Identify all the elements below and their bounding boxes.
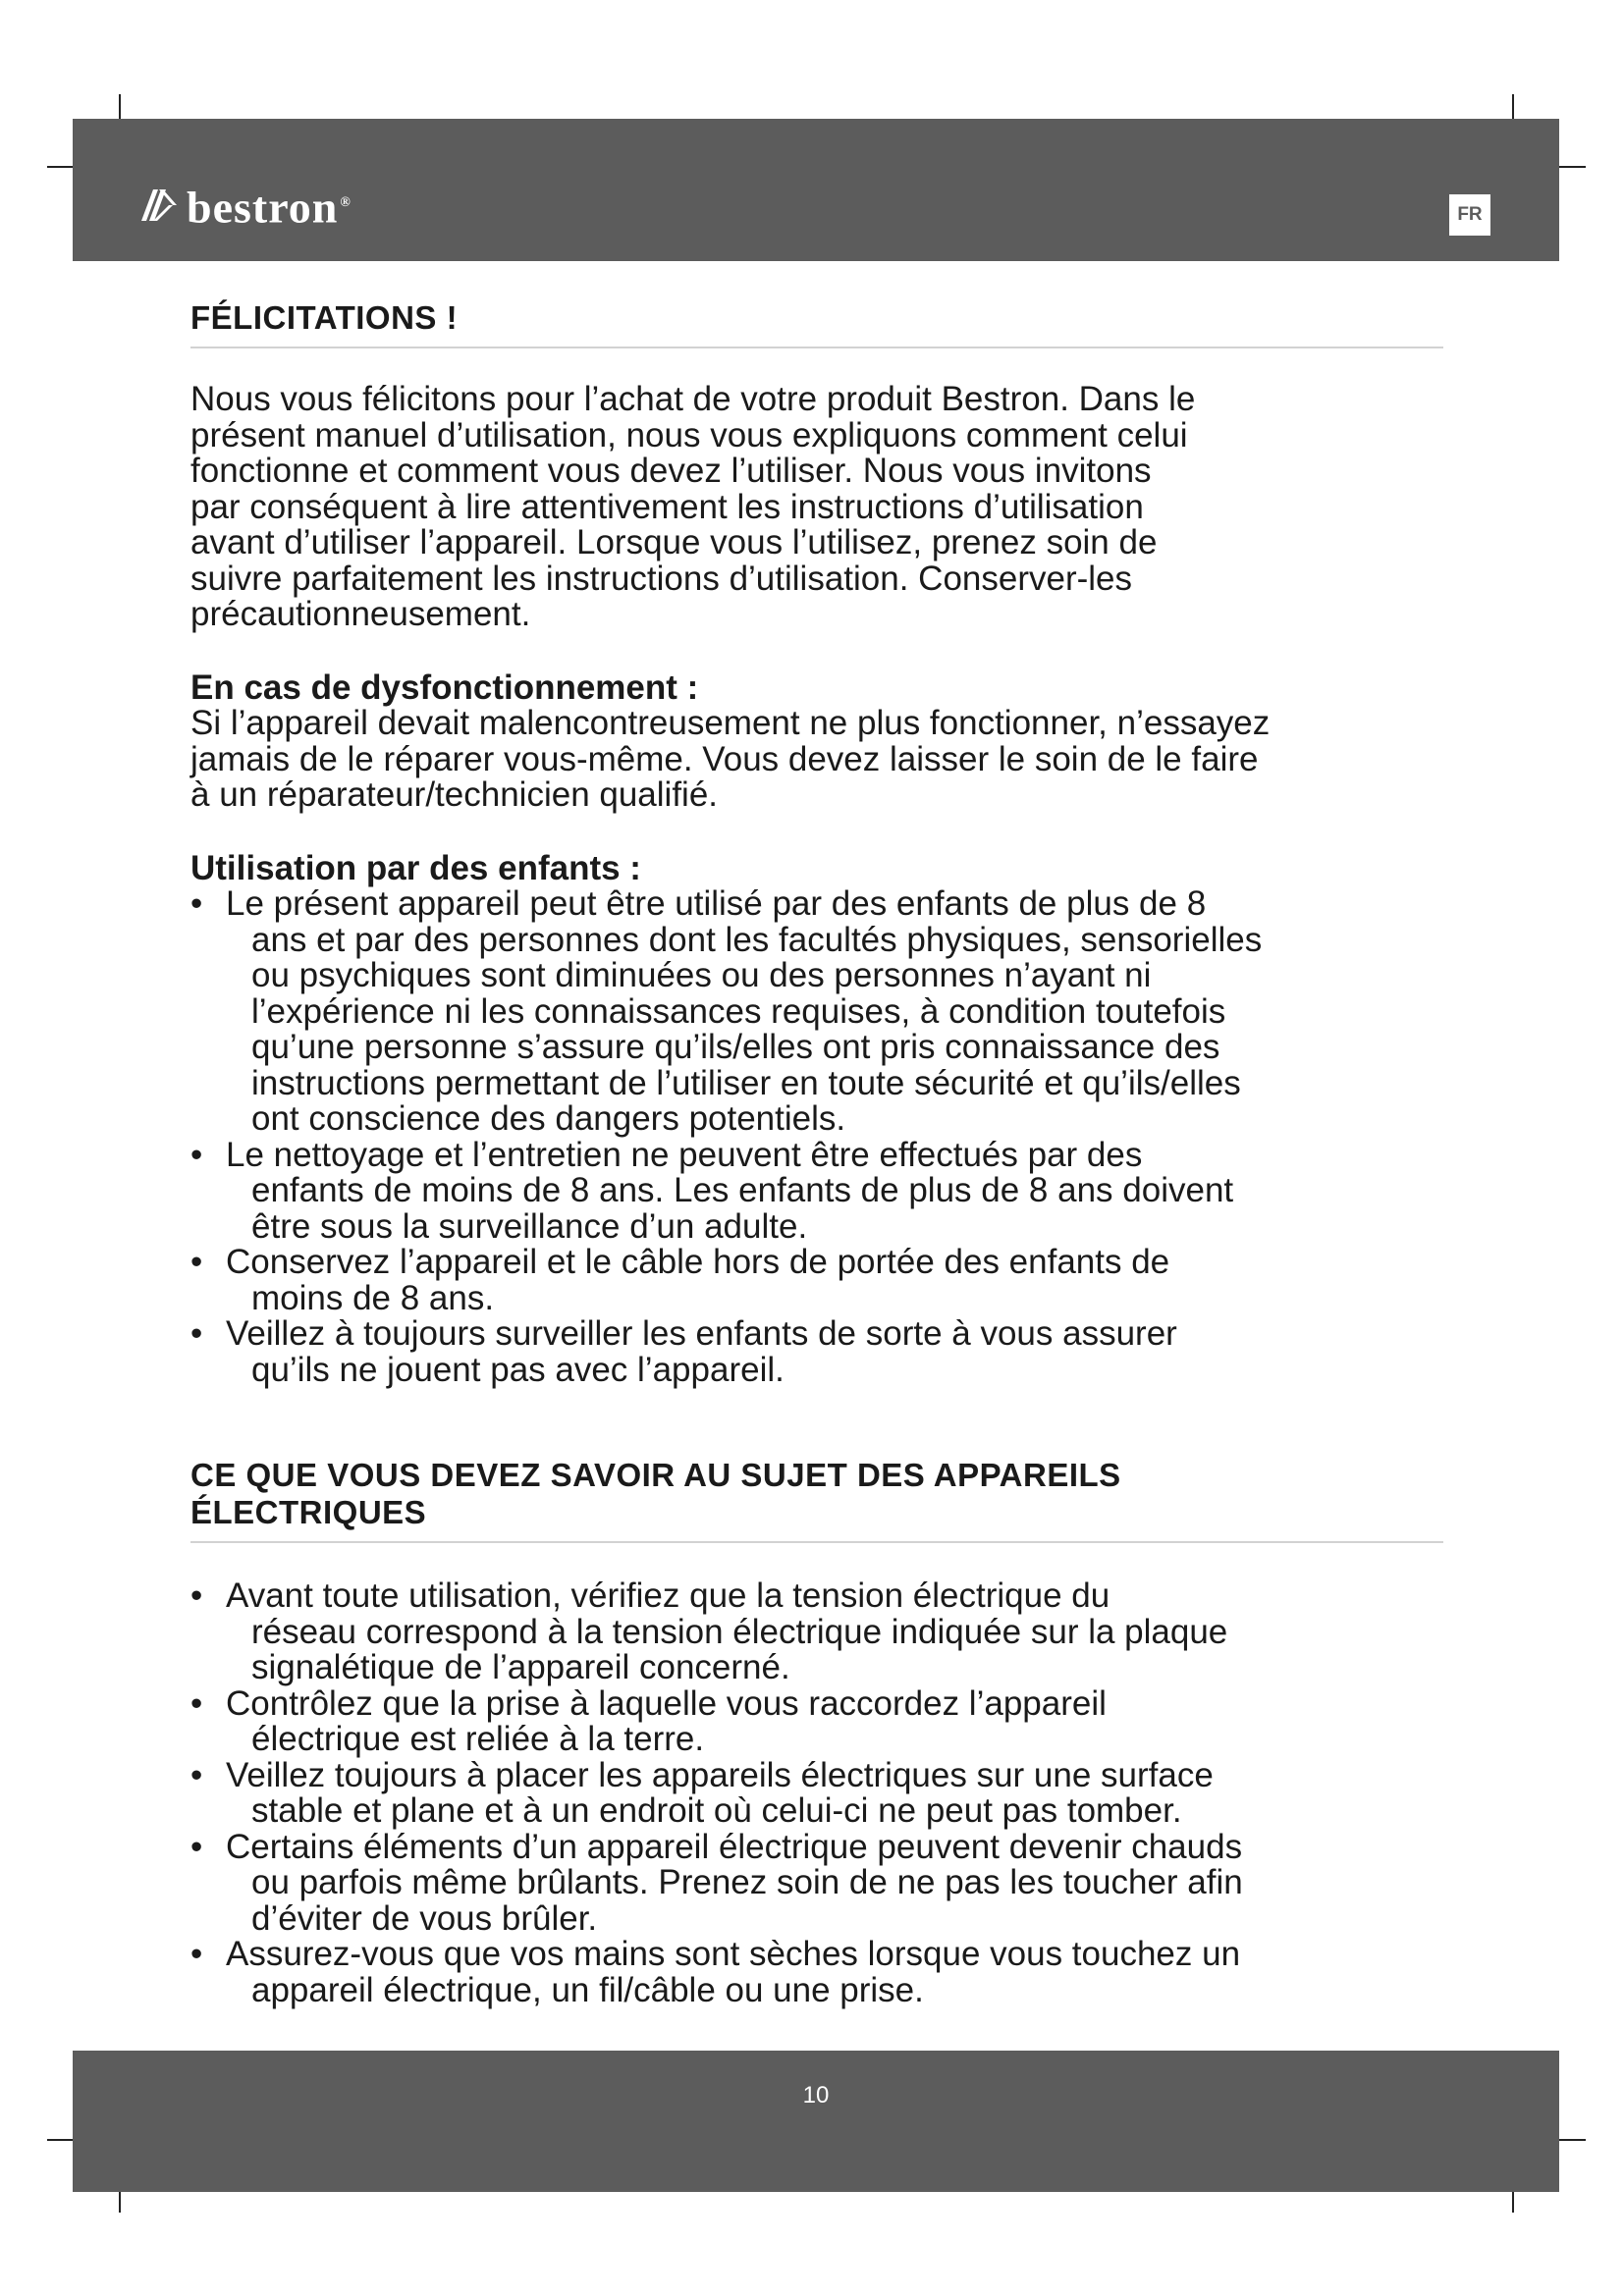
item-line: d’éviter de vous brûler. — [251, 1898, 598, 1938]
header-bar — [73, 119, 1559, 261]
language-badge: FR — [1449, 194, 1490, 236]
list-item — [190, 1755, 1447, 1830]
item-first-line: Certains éléments d’un appareil électrique peuvent devenir chauds — [226, 1827, 1243, 1866]
bullet-icon: • — [190, 1576, 203, 1615]
item-line: ont conscience des dangers potentiels. — [251, 1099, 846, 1138]
item-line: moins de 8 ans. — [251, 1278, 495, 1317]
item-line: être sous la surveillance d’un adulte. — [251, 1206, 808, 1246]
malfunction-block — [190, 667, 1447, 814]
children-heading: Utilisation par des enfants : — [190, 848, 641, 887]
title-line: CE QUE VOUS DEVEZ SAVOIR AU SUJET DES APPAREILS — [190, 1457, 1121, 1493]
item-line: électrique est reliée à la terre. — [251, 1720, 705, 1758]
item-line: stable et plane et à un endroit où celui-ci ne peut pas tomber. — [251, 1791, 1182, 1830]
electrical-section — [190, 1457, 1447, 2008]
footer-bar — [73, 2051, 1559, 2192]
item-line: signalétique de l’appareil concerné. — [251, 1648, 790, 1686]
brand-logo — [139, 182, 352, 233]
text-line: présent manuel d’utilisation, nous vous expliquons comment celui — [190, 415, 1188, 454]
text-line: Nous vous félicitons pour l’achat de votre produit Bestron. Dans le — [190, 380, 1196, 418]
text-line: Si l’appareil devait malencontreusement ne plus fonctionner, n’essayez — [190, 704, 1271, 742]
bullet-icon: • — [190, 1935, 203, 1973]
list-item — [190, 1316, 1447, 1388]
text-line: avant d’utiliser l’appareil. Lorsque vous l’utilisez, prenez soin de — [190, 523, 1158, 561]
list-item — [190, 886, 1447, 1138]
text-line: suivre parfaitement les instructions d’utilisation. Conserver-les — [190, 559, 1133, 598]
children-list — [190, 886, 1447, 1388]
bullet-icon: • — [190, 1314, 203, 1353]
chevron-logo-icon — [139, 186, 179, 225]
item-first-line: Veillez à toujours surveiller les enfants de sorte à vous assurer — [226, 1314, 1177, 1353]
intro-paragraph — [190, 382, 1447, 633]
item-line: enfants de moins de 8 ans. Les enfants de plus de 8 ans doivent — [251, 1171, 1234, 1209]
bullet-icon: • — [190, 1135, 203, 1174]
item-first-line: Veillez toujours à placer les appareils électriques sur une surface — [226, 1755, 1214, 1794]
text-line: à un réparateur/technicien qualifié. — [190, 775, 719, 814]
text-line: jamais de le réparer vous-même. Vous devez laisser le soin de le faire — [190, 739, 1259, 778]
item-line: qu’ils ne jouent pas avec l’appareil. — [251, 1350, 785, 1389]
list-item — [190, 1683, 1447, 1758]
item-line: l’expérience ni les connaissances requises, à condition toutefois — [251, 991, 1226, 1031]
bullet-icon: • — [190, 1755, 203, 1794]
section-title-congratulations: FÉLICITATIONS ! — [190, 299, 1443, 348]
electrical-list — [190, 1578, 1447, 2008]
list-item — [190, 1937, 1447, 2008]
list-item — [190, 1827, 1447, 1938]
list-item — [190, 1245, 1447, 1316]
item-first-line: Avant toute utilisation, vérifiez que la tension électrique du — [226, 1576, 1110, 1615]
page-content — [190, 299, 1447, 2008]
malfunction-paragraph — [190, 706, 1447, 814]
brand-wordmark: bestron ® — [187, 182, 352, 233]
children-block — [190, 848, 1447, 1389]
item-line: réseau correspond à la tension électrique indiquée sur la plaque — [251, 1612, 1228, 1651]
item-line: instructions permettant de l’utiliser en toute sécurité et qu’ils/elles — [251, 1063, 1241, 1102]
item-line: ans et par des personnes dont les facultés physiques, sensorielles — [251, 920, 1263, 959]
item-first-line: Assurez-vous que vos mains sont sèches lorsque vous touchez un — [226, 1935, 1241, 1973]
item-line: qu’une personne s’assure qu’ils/elles ont pris connaissance des — [251, 1028, 1220, 1066]
item-line: ou psychiques sont diminuées ou des personnes n’ayant ni — [251, 956, 1152, 994]
text-line: fonctionne et comment vous devez l’utiliser. Nous vous invitons — [190, 452, 1152, 490]
item-first-line: Conservez l’appareil et le câble hors de portée des enfants de — [226, 1243, 1170, 1281]
bullet-icon: • — [190, 884, 203, 923]
malfunction-heading: En cas de dysfonctionnement : — [190, 667, 699, 707]
text-line: par conséquent à lire attentivement les instructions d’utilisation — [190, 487, 1144, 526]
item-line: appareil électrique, un fil/câble ou une prise. — [251, 1970, 924, 2009]
list-item — [190, 1578, 1447, 1686]
title-line: ÉLECTRIQUES — [190, 1494, 427, 1530]
section-title-electrical — [190, 1457, 1443, 1543]
text-line: précautionneusement. — [190, 595, 531, 633]
item-first-line: Contrôlez que la prise à laquelle vous raccordez l’appareil — [226, 1683, 1107, 1723]
list-item — [190, 1135, 1447, 1246]
bullet-icon: • — [190, 1683, 203, 1723]
item-first-line: Le nettoyage et l’entretien ne peuvent être effectués par des — [226, 1135, 1143, 1174]
bullet-icon: • — [190, 1243, 203, 1281]
page-number: 10 — [802, 2082, 830, 2109]
item-line: ou parfois même brûlants. Prenez soin de ne pas les toucher afin — [251, 1863, 1243, 1901]
bullet-icon: • — [190, 1827, 203, 1866]
item-first-line: Le présent appareil peut être utilisé par des enfants de plus de 8 — [226, 884, 1207, 923]
